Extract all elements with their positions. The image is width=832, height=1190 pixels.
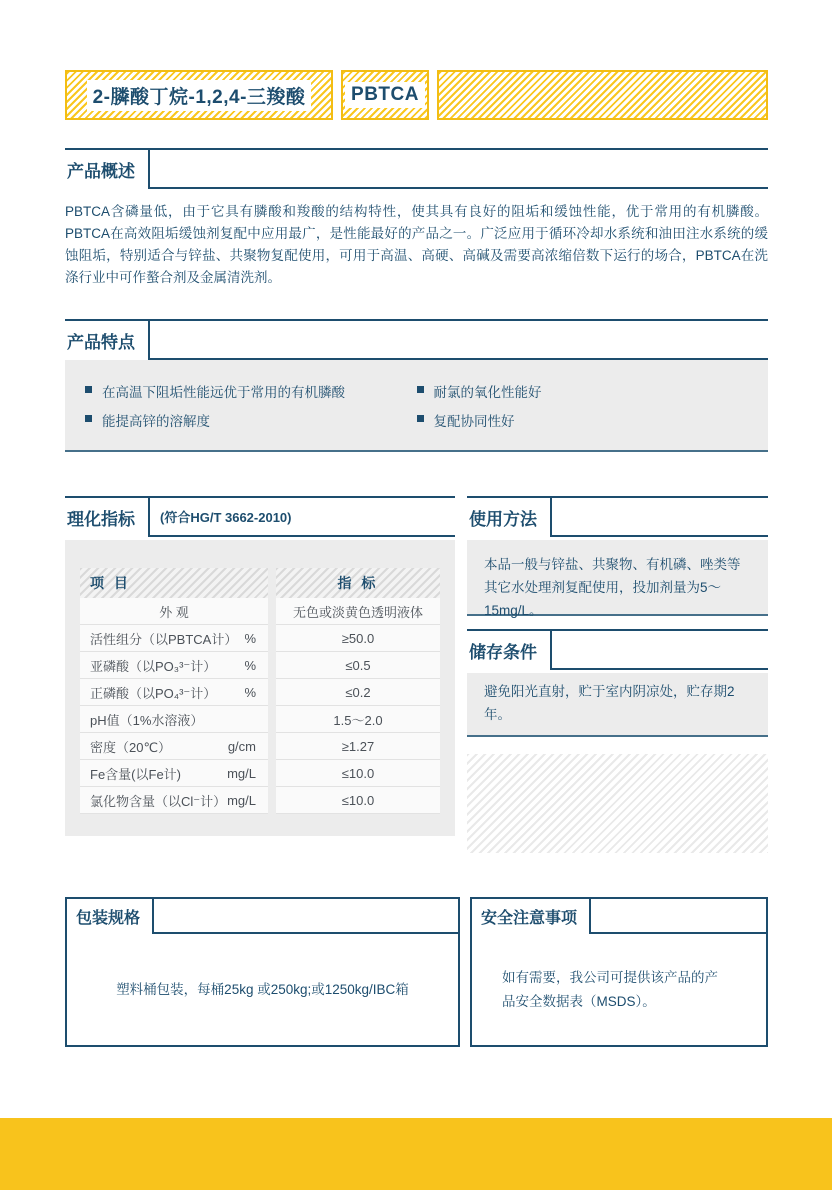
product-name-badge	[65, 70, 333, 120]
spec-item-cell	[80, 706, 268, 733]
specs-standard-note: (符合HG/T 3662-2010)	[160, 510, 292, 525]
spec-item-cell	[80, 679, 268, 706]
bullet-square-icon	[417, 415, 424, 422]
decorative-hatch-badge	[437, 70, 768, 120]
table-row	[80, 679, 440, 706]
spec-item-label: pH值（1%水溶液）	[90, 712, 204, 728]
safety-box	[470, 897, 768, 1047]
table-row	[80, 760, 440, 787]
section-header-rule	[552, 631, 768, 670]
overview-paragraph: PBTCA含磷量低，由于它具有膦酸和羧酸的结构特性，使其具有良好的阻垢和缓蚀性能，优于常用的有机膦酸。 PBTCA在高效阻垢缓蚀剂复配中应用最广，是性能最好的产品之一。广泛应用于循环冷却水系统和油田注水系统的缓蚀阻垢，特别适合与锌盐、共聚物复配使用，可用于高温、高硬、高碱及需要高浓缩倍数下运行的场合，PBTCA在洗涤行业中可作螯合剂及金属清洗剂。	[65, 204, 768, 285]
section-header-rule	[552, 498, 768, 537]
section-header-rule	[591, 899, 766, 934]
spec-item-cell	[80, 625, 268, 652]
header-badges	[65, 70, 768, 120]
section-header-rule	[150, 150, 768, 189]
table-row	[80, 625, 440, 652]
usage-storage-column	[467, 496, 768, 853]
middle-columns	[65, 496, 768, 853]
features-panel	[65, 360, 768, 452]
section-header-rule	[154, 899, 458, 934]
safety-text: 如有需要，我公司可提供该产品的产品安全数据表（MSDS）。	[502, 969, 718, 1009]
feature-list-item	[85, 410, 417, 430]
spec-unit: %	[244, 657, 256, 673]
bullet-square-icon	[85, 415, 92, 422]
spec-value: ≥50.0	[276, 625, 440, 652]
spec-unit: g/cm	[227, 738, 256, 754]
specs-column	[65, 496, 455, 836]
section-header-storage	[467, 629, 768, 670]
section-title-usage: 使用方法	[467, 498, 552, 537]
spec-item-cell	[80, 733, 268, 760]
section-header-usage	[467, 496, 768, 537]
specs-column-header-item: 项 目	[80, 568, 268, 598]
section-title-storage: 储存条件	[467, 631, 552, 670]
spec-item-cell	[80, 760, 268, 787]
bottom-boxes	[65, 897, 768, 1047]
spec-value: ≤0.2	[276, 679, 440, 706]
section-title-packaging: 包装规格	[67, 899, 154, 934]
packaging-box-header	[67, 899, 458, 934]
product-abbr-text: PBTCA	[345, 82, 425, 108]
spec-item-label: 正磷酸（以PO₄³⁻计）	[90, 685, 217, 701]
spec-value: ≤10.0	[276, 787, 440, 814]
specs-column-header-value: 指 标	[276, 568, 440, 598]
bullet-square-icon	[85, 386, 92, 393]
spec-item-label: 活性组分（以PBTCA计）	[90, 631, 238, 647]
feature-text: 在高温下阻垢性能远优于常用的有机膦酸	[102, 384, 345, 400]
spec-item-label: Fe含量(以Fe计)	[90, 766, 182, 782]
spec-item-cell	[80, 787, 268, 814]
footer-accent-bar	[0, 1118, 832, 1190]
spec-item-label: 氯化物含量（以Cl⁻计）	[90, 793, 227, 809]
product-name-text: 2-膦酸丁烷-1,2,4-三羧酸	[87, 80, 312, 111]
spec-unit: %	[244, 684, 256, 700]
spec-value: 1.5～2.0	[276, 706, 440, 733]
storage-panel: 避免阳光直射，贮于室内阴凉处，贮存期2 年。	[467, 673, 768, 737]
specs-table	[80, 568, 440, 814]
spec-value: ≤0.5	[276, 652, 440, 679]
section-header-features	[65, 319, 768, 360]
table-row	[80, 787, 440, 814]
specs-panel	[65, 540, 455, 836]
section-header-rule	[150, 321, 768, 360]
feature-text: 能提高锌的溶解度	[102, 413, 210, 429]
section-title-features: 产品特点	[65, 321, 150, 360]
bullet-square-icon	[417, 386, 424, 393]
specs-table-header-row	[80, 568, 440, 598]
safety-box-header	[472, 899, 766, 934]
packaging-box	[65, 897, 460, 1047]
spec-unit: %	[244, 630, 256, 646]
table-row	[80, 733, 440, 760]
feature-list-item	[85, 381, 417, 401]
spec-value: ≤10.0	[276, 760, 440, 787]
table-row	[80, 706, 440, 733]
section-header-rule	[150, 498, 455, 537]
spec-item-cell	[80, 652, 268, 679]
product-abbr-badge	[341, 70, 429, 120]
section-title-specs: 理化指标	[65, 498, 150, 537]
table-row	[80, 598, 440, 625]
usage-panel: 本品一般与锌盐、共聚物、有机磷、唑类等其它水处理剂复配使用，投加剂量为5～15mg/L。	[467, 540, 768, 616]
table-row	[80, 652, 440, 679]
spec-item-label: 密度（20℃）	[90, 739, 172, 755]
spec-value: ≥1.27	[276, 733, 440, 760]
spec-value: 无色或淡黄色透明液体	[276, 598, 440, 625]
feature-text: 耐氯的氧化性能好	[433, 384, 542, 400]
spec-item-label: 外 观	[80, 598, 268, 625]
decorative-hatch-block	[467, 754, 768, 853]
spec-item-label: 亚磷酸（以PO₃³⁻计）	[90, 658, 217, 674]
spec-unit: mg/L	[227, 792, 256, 808]
section-title-safety: 安全注意事项	[472, 899, 591, 934]
section-header-specs	[65, 496, 455, 537]
packaging-text: 塑料桶包装，每桶25kg 或250kg;或1250kg/IBC箱	[116, 981, 409, 997]
section-header-overview	[65, 148, 768, 189]
product-datasheet-page	[0, 70, 832, 1190]
spec-unit: mg/L	[227, 765, 256, 781]
feature-text: 复配协同性好	[433, 413, 515, 429]
feature-list-item	[417, 381, 749, 401]
section-title-overview: 产品概述	[65, 150, 150, 189]
feature-list-item	[417, 410, 749, 430]
